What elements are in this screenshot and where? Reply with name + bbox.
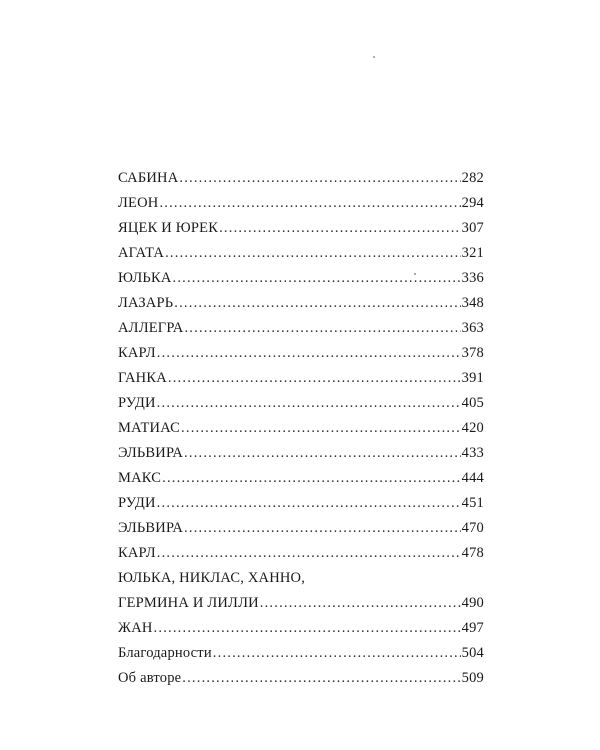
toc-entry-page: 348 <box>461 295 484 311</box>
toc-entry-page: 470 <box>461 520 484 536</box>
toc-leader-dots <box>154 616 461 641</box>
toc-entry <box>118 641 484 666</box>
toc-entry-page: 391 <box>461 370 484 386</box>
toc-entry-page: 444 <box>461 470 484 486</box>
toc-entry-title: ЖАН <box>118 620 153 636</box>
toc-leader-dots <box>157 541 461 566</box>
toc-leader-dots <box>157 341 461 366</box>
toc-entry-page: 497 <box>461 620 484 636</box>
toc-entry-title: ЛАЗАРЬ <box>118 295 174 311</box>
toc-leader-dots <box>181 416 461 441</box>
toc-entry-title: МАКС <box>118 470 162 486</box>
page-speck <box>373 56 375 58</box>
toc-entry <box>118 416 484 441</box>
toc-entry-title: ЮЛЬКА <box>118 270 172 286</box>
toc-leader-dots <box>219 216 461 241</box>
toc-entry-title: ЛЕОН <box>118 195 159 211</box>
toc-leader-dots <box>184 316 460 341</box>
toc-entry <box>118 541 484 566</box>
toc-entry <box>118 316 484 341</box>
toc-entry-title: РУДИ <box>118 495 156 511</box>
toc-entry-title: САБИНА <box>118 170 179 186</box>
toc-entry-page: 405 <box>461 395 484 411</box>
toc-entry <box>118 516 484 541</box>
toc-entry <box>118 441 484 466</box>
toc-entry-title: Об авторе <box>118 670 182 686</box>
toc-entry-page: 509 <box>461 670 484 686</box>
toc-entry-title: ЯЦЕК И ЮРЕК <box>118 220 219 236</box>
toc-leader-dots <box>165 241 461 266</box>
toc-entry-continued <box>118 566 484 591</box>
toc-entry <box>118 266 484 291</box>
toc-entry-title: АЛЛЕГРА <box>118 320 184 336</box>
toc-entry-page: 307 <box>461 220 484 236</box>
toc-entry <box>118 491 484 516</box>
toc-entry <box>118 191 484 216</box>
toc-entry-page: 504 <box>461 645 484 661</box>
toc-entry <box>118 341 484 366</box>
toc-entry <box>118 241 484 266</box>
table-of-contents <box>118 166 484 691</box>
toc-entry-title: КАРЛ <box>118 345 156 361</box>
toc-entry-page: 336 <box>461 270 484 286</box>
toc-leader-dots <box>184 441 461 466</box>
toc-entry <box>118 291 484 316</box>
toc-leader-dots <box>174 291 460 316</box>
toc-leader-dots <box>162 466 460 491</box>
toc-entry-title: ГЕРМИНА И ЛИЛЛИ <box>118 595 259 611</box>
toc-entry-page: 490 <box>461 595 484 611</box>
toc-entry-title: ЭЛЬВИРА <box>118 520 184 536</box>
toc-entry <box>118 166 484 191</box>
toc-entry-title: ЮЛЬКА, НИКЛАС, ХАННО, <box>118 570 306 586</box>
toc-leader-dots <box>260 591 461 616</box>
toc-entry <box>118 666 484 691</box>
toc-entry-page: 433 <box>461 445 484 461</box>
toc-entry <box>118 366 484 391</box>
toc-entry-page: 451 <box>461 495 484 511</box>
toc-entry-title: КАРЛ <box>118 545 156 561</box>
toc-leader-dots <box>157 391 461 416</box>
toc-entry-page: 363 <box>461 320 484 336</box>
toc-leader-dots <box>184 516 461 541</box>
toc-leader-dots <box>213 641 461 666</box>
toc-entry-page: 478 <box>461 545 484 561</box>
toc-entry-title: ЭЛЬВИРА <box>118 445 184 461</box>
toc-leader-dots <box>168 366 461 391</box>
toc-leader-dots <box>179 166 460 191</box>
toc-entry <box>118 216 484 241</box>
toc-entry-title: АГАТА <box>118 245 165 261</box>
toc-entry-page: 282 <box>461 170 484 186</box>
toc-entry-title: Благодарности <box>118 645 212 661</box>
toc-entry-page: 378 <box>461 345 484 361</box>
toc-entry-page: 321 <box>461 245 484 261</box>
toc-entry-page: 294 <box>461 195 484 211</box>
toc-entry-title: ГАНКА <box>118 370 167 386</box>
toc-entry <box>118 616 484 641</box>
toc-entry <box>118 591 484 616</box>
toc-entry-title: МАТИАС <box>118 420 181 436</box>
toc-entry <box>118 391 484 416</box>
toc-leader-dots <box>182 666 460 691</box>
toc-leader-dots <box>159 191 460 216</box>
toc-leader-dots <box>173 266 461 291</box>
toc-entry-title: РУДИ <box>118 395 156 411</box>
toc-entry <box>118 466 484 491</box>
toc-entry-page: 420 <box>461 420 484 436</box>
toc-leader-dots <box>157 491 461 516</box>
